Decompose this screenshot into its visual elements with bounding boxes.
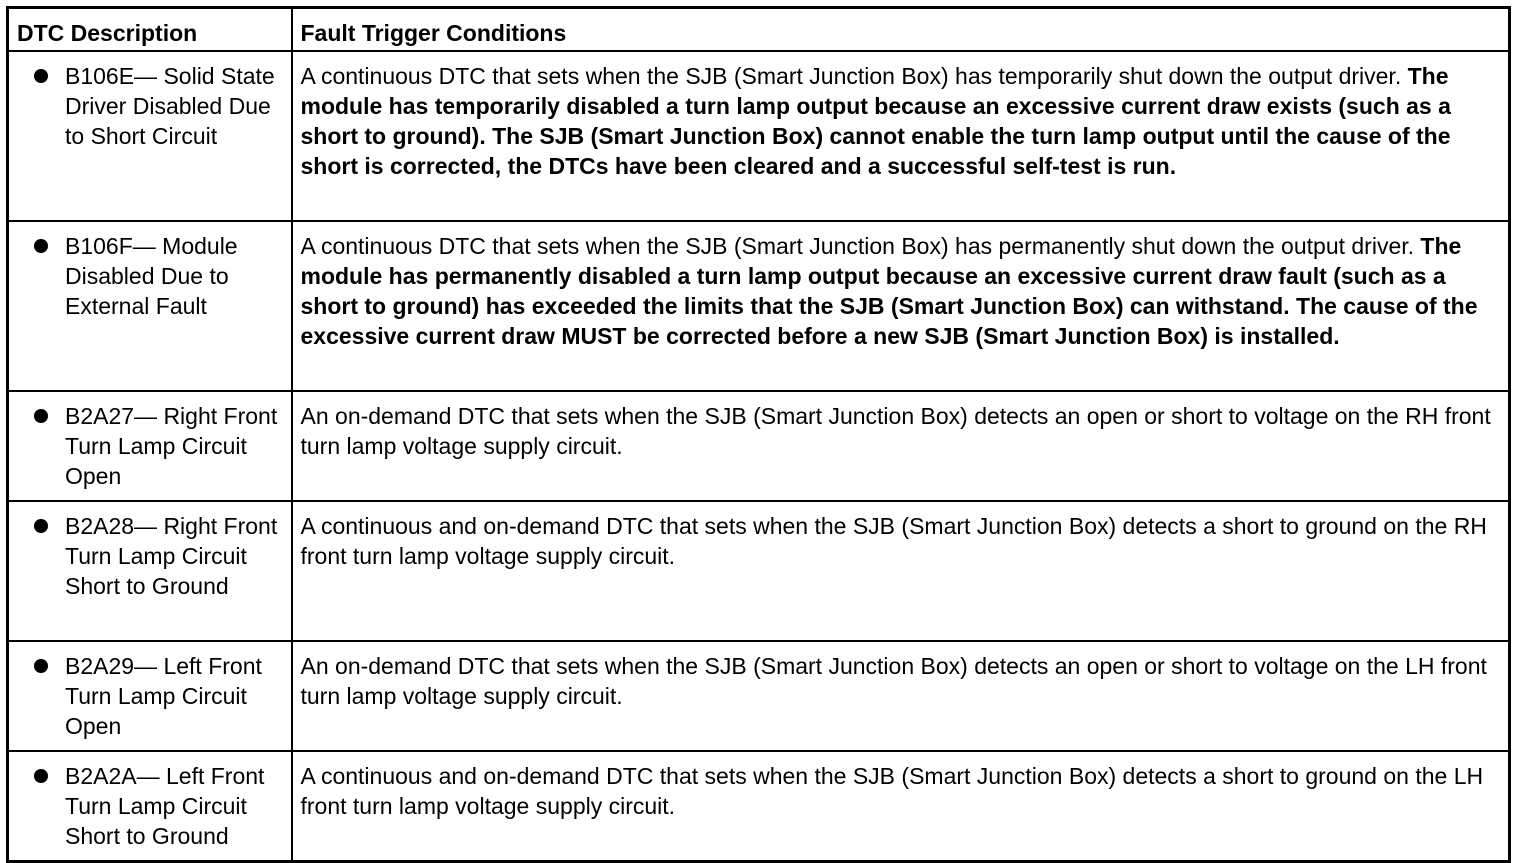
bullet-icon — [34, 239, 48, 253]
bullet-icon — [34, 769, 48, 783]
dtc-description-cell — [8, 501, 292, 641]
table-row — [8, 501, 1510, 641]
bullet-icon — [34, 519, 48, 533]
fault-condition-cell — [292, 501, 1510, 641]
fault-condition-bold-text: The module has permanently disabled a turn lamp output because an excessive current draw fault (such as a short to ground) has exceeded the limits that the SJB (Smart Junction Box) can withstand. The cause of the excessive current draw MUST be corrected before a new SJB (Smart Junction Box) is installed. — [300, 232, 1478, 349]
fault-condition-text: An on-demand DTC that sets when the SJB (Smart Junction Box) detects an open or short to voltage on the LH front turn lamp voltage supply circuit. — [300, 652, 1487, 709]
header-dtc-description: DTC Description — [8, 8, 292, 51]
fault-condition-text: A continuous DTC that sets when the SJB (Smart Junction Box) has temporarily shut down the output driver. — [300, 62, 1408, 89]
dtc-description-text: B2A2A— Left Front Turn Lamp Circuit Short to Ground — [65, 762, 265, 849]
dtc-description-cell — [8, 51, 292, 221]
bullet-icon — [34, 659, 48, 673]
dtc-description-cell — [8, 751, 292, 862]
fault-condition-cell — [292, 391, 1510, 501]
dtc-description-cell — [8, 641, 292, 751]
bullet-icon — [34, 69, 48, 83]
header-fault-trigger-conditions: Fault Trigger Conditions — [292, 8, 1510, 51]
table-row — [8, 391, 1510, 501]
dtc-description-cell — [8, 221, 292, 391]
dtc-description-text: B2A28— Right Front Turn Lamp Circuit Short to Ground — [65, 512, 278, 599]
fault-condition-cell — [292, 221, 1510, 391]
fault-condition-text: A continuous DTC that sets when the SJB (Smart Junction Box) has permanently shut down the output driver. — [300, 232, 1421, 259]
fault-condition-text: A continuous and on-demand DTC that sets when the SJB (Smart Junction Box) detects a short to ground on the RH front turn lamp voltage supply circuit. — [300, 512, 1487, 569]
dtc-description-text: B106F— Module Disabled Due to External Fault — [65, 232, 238, 319]
table-row — [8, 641, 1510, 751]
table-row — [8, 221, 1510, 391]
dtc-table — [6, 6, 1511, 863]
fault-condition-cell — [292, 51, 1510, 221]
dtc-description-text: B2A27— Right Front Turn Lamp Circuit Open — [65, 402, 278, 489]
dtc-description-text: B2A29— Left Front Turn Lamp Circuit Open — [65, 652, 262, 739]
table-header-row — [8, 8, 1510, 51]
table-row — [8, 51, 1510, 221]
table-row — [8, 751, 1510, 862]
fault-condition-text: A continuous and on-demand DTC that sets when the SJB (Smart Junction Box) detects a short to ground on the LH front turn lamp voltage supply circuit. — [300, 762, 1484, 819]
fault-condition-text: An on-demand DTC that sets when the SJB (Smart Junction Box) detects an open or short to voltage on the RH front turn lamp voltage supply circuit. — [300, 402, 1491, 459]
bullet-icon — [34, 409, 48, 423]
dtc-description-cell — [8, 391, 292, 501]
fault-condition-cell — [292, 641, 1510, 751]
dtc-description-text: B106E— Solid State Driver Disabled Due to Short Circuit — [65, 62, 275, 149]
fault-condition-bold-text: The module has temporarily disabled a turn lamp output because an excessive current draw exists (such as a short to ground). The SJB (Smart Junction Box) cannot enable the turn lamp output until the cause of the short is corrected, the DTCs have been cleared and a successful self-test is run. — [300, 62, 1451, 179]
fault-condition-cell — [292, 751, 1510, 862]
